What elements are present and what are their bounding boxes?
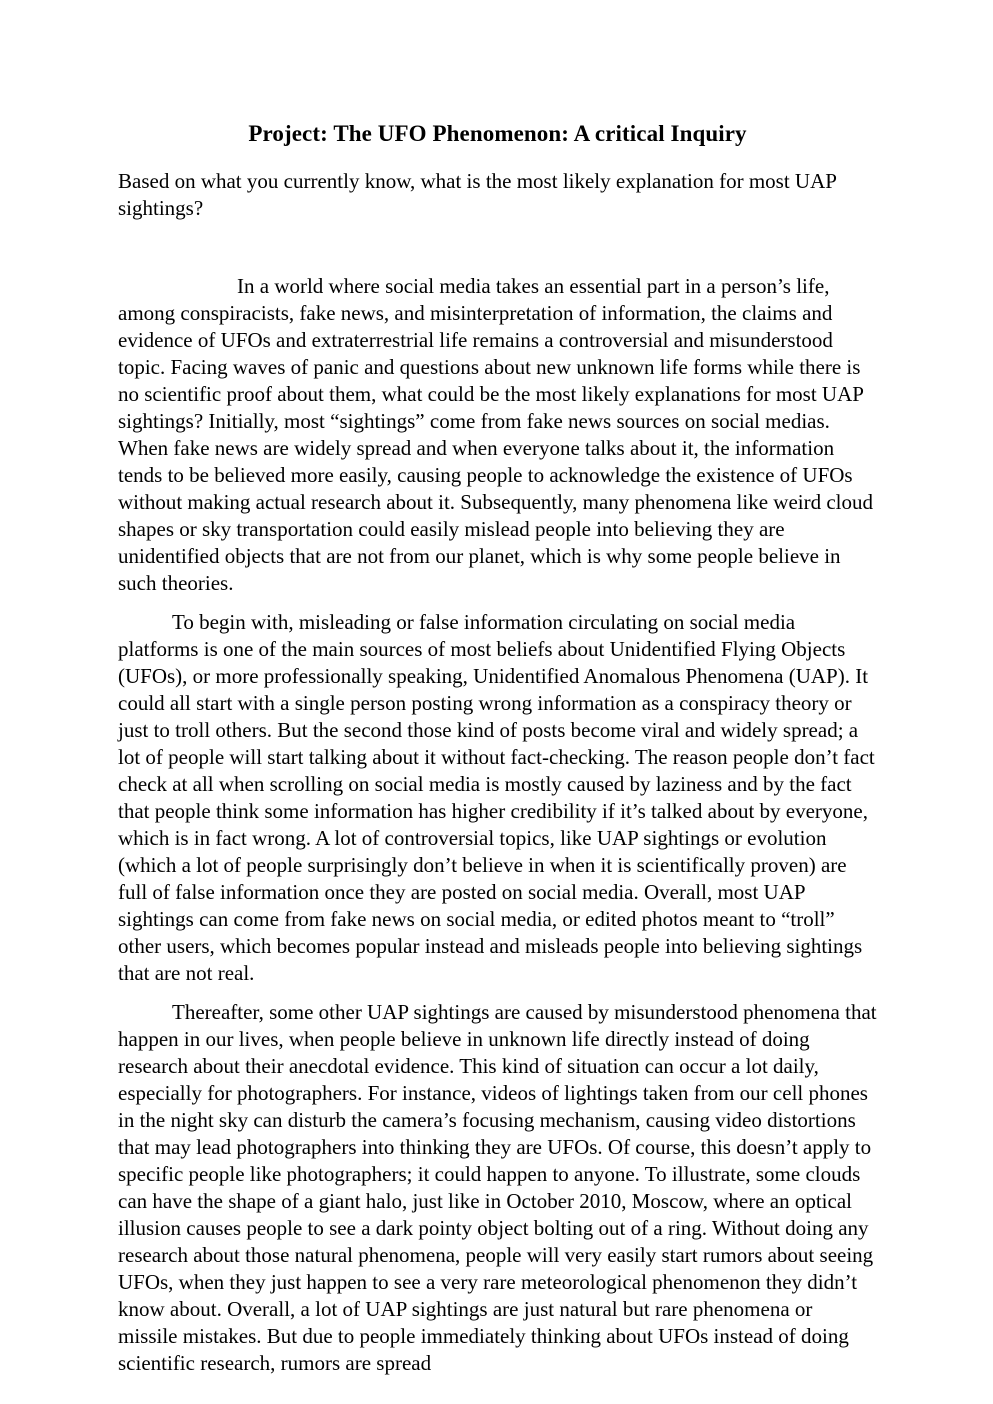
body-paragraph-2: To begin with, misleading or false information circulating on social media platforms is one of the main sources of most beliefs about Unidentified Flying Objects (UFOs), or more professionally speaking, Unidentified Anomalous Phenomena (UAP). It could all start with a single person posting wrong information as a conspiracy theory or just to troll others. But the second those kind of posts become viral and widely spread; a lot of people will start talking about it without fact-checking. The reason people don’t fact check at all when scrolling on social media is mostly caused by laziness and by the fact that people think some information has higher credibility if it’s talked about by everyone, which is in fact wrong. A lot of controversial topics, like UAP sightings or evolution (which a lot of people surprisingly don’t believe in when it is scientifically proven) are full of false information once they are posted on social media. Overall, most UAP sightings can come from fake news on social media, or edited photos meant to “troll” other users, which becomes popular instead and misleads people into believing sightings that are not real.	[118, 610, 875, 985]
body-paragraph-1: In a world where social media takes an essential part in a person’s life, among conspiracists, fake news, and misinterpretation of information, the claims and evidence of UFOs and extraterrestrial life remains a controversial and misunderstood topic. Facing waves of panic and questions about new unknown life forms while there is no scientific proof about them, what could be the most likely explanations for most UAP sightings? Initially, most “sightings” come from fake news sources on social medias. When fake news are widely spread and when everyone talks about it, the information tends to be believed more easily, causing people to acknowledge the existence of UFOs without making actual research about it. Subsequently, many phenomena like weird cloud shapes or sky transportation could easily mislead people into believing they are unidentified objects that are not from our planet, which is why some people believe in such theories.	[118, 274, 874, 595]
body-paragraph-3: Thereafter, some other UAP sightings are caused by misunderstood phenomena that happen in our lives, when people believe in unknown life directly instead of doing research about their anecdotal evidence. This kind of situation can occur a lot daily, especially for photographers. For instance, videos of lightings taken from our cell phones in the night sky can disturb the camera’s focusing mechanism, causing video distortions that may lead photographers into thinking they are UFOs. Of course, this doesn’t apply to specific people like photographers; it could happen to anyone. To illustrate, some clouds can have the shape of a giant halo, just like in October 2010, Moscow, where an optical illusion causes people to see a dark pointy object bolting out of a ring. Without doing any research about those natural phenomena, people will very easily start rumors about seeing UFOs, when they just happen to see a very rare meteorological phenomenon they didn’t know about. Overall, a lot of UAP sightings are just natural but rare phenomena or missile mistakes. But due to people immediately thinking about UFOs instead of doing scientific research, rumors are spread	[118, 1000, 877, 1375]
prompt-question: Based on what you currently know, what is the most likely explanation for most UAP sightings?	[118, 169, 837, 220]
document-title: Project: The UFO Phenomenon: A critical Inquiry	[248, 121, 747, 146]
